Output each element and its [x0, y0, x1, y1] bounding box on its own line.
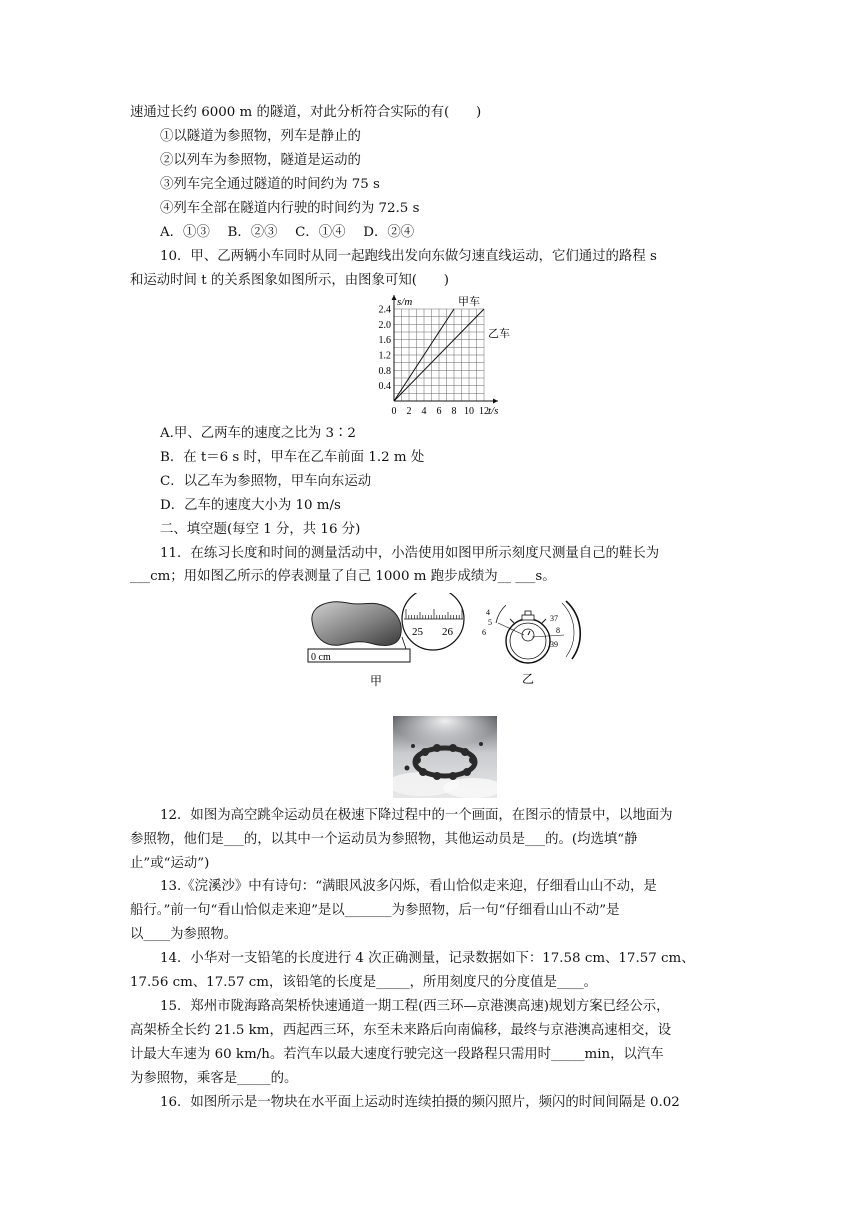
q12-stem-line3: 止”或“运动”) [130, 856, 210, 871]
x-axis-arrow [493, 399, 498, 404]
q10-stem-line1: 10．甲、乙两辆小车同时从同一起跑线出发向东做匀速直线运动，它们通过的路程 s [160, 249, 657, 264]
stopwatch-icon [496, 601, 580, 663]
magnifier [402, 593, 464, 650]
y-axis-arrow [392, 295, 397, 300]
y-tick-label: 2.4 [378, 304, 391, 316]
q10-option-b: B．在 t＝6 s 时，甲车在乙车前面 1.2 m 处 [160, 450, 425, 465]
ruler-zero-label: 0 cm [311, 652, 331, 663]
x-tick-label: 0 [391, 406, 397, 417]
q10-option-a: A.甲、乙两车的速度之比为 3∶2 [160, 426, 356, 441]
x-tick-label: 6 [436, 406, 442, 417]
stopwatch-sec-39: 39 [550, 640, 558, 649]
q13-stem-line1: 13.《浣溪沙》中有诗句：“满眼风波多闪烁，看山恰似走来迎，仔细看山山不动，是 [160, 879, 657, 894]
shoe-icon [312, 602, 401, 646]
q15-stem-line4: 为参照物，乘客是_____的。 [130, 1071, 298, 1086]
q13-stem-line3: 以____为参照物。 [130, 927, 238, 942]
q11-stem-line1: 11．在练习长度和时间的测量活动中，小浩使用如图甲所示刻度尺测量自己的鞋长为 [160, 546, 660, 561]
q11-stem-line2: ___cm；用如图乙所示的停表测量了自己 1000 m 跑步成绩为__ ___s。 [130, 569, 556, 584]
x-tick-label: 4 [421, 406, 427, 417]
q9-statement-4: ④列车全部在隧道内行驶的时间约为 72.5 s [160, 201, 420, 216]
q9-statement-1: ①以隧道为参照物，列车是静止的 [160, 129, 361, 144]
y-tick-label: 1.6 [378, 335, 391, 347]
chart-series [394, 295, 510, 401]
section-heading: 二、填空题(每空 1 分，共 16 分) [160, 522, 361, 537]
series-label: 乙车 [488, 328, 510, 340]
x-tick-label: 8 [451, 406, 457, 417]
q9-stem-tail: 速通过长约 6000 m 的隧道，对此分析符合实际的有( ) [130, 105, 482, 120]
stopwatch-min-4: 4 [486, 608, 490, 617]
q10-option-d: D．乙车的速度大小为 10 m/s [160, 498, 341, 513]
q15-stem-line1: 15．郑州市陇海路高架桥快速通道一期工程(西三环—京港澳高速)规划方案已经公示， [160, 999, 670, 1014]
q15-stem-line3: 计最大车速为 60 km/h。若汽车以最大速度行驶完这一段路程只需用时_____min，以汽车 [130, 1047, 664, 1062]
y-tick-label: 1.2 [378, 350, 391, 362]
q14-stem-line1: 14．小华对一支铅笔的长度进行 4 次正确测量，记录数据如下：17.58 cm、17.57 cm、 [160, 951, 695, 966]
stopwatch-min-6: 6 [482, 628, 486, 637]
q9-options: A．①③ B．②③ C．①④ D．②④ [160, 225, 415, 240]
st-graph [352, 293, 532, 421]
caption-jia: 甲 [370, 674, 383, 688]
y-tick-label: 2.0 [378, 319, 391, 331]
x-tick-label: 12 [479, 406, 489, 417]
q12-stem-line1: 12．如图为高空跳伞运动员在极速下降过程中的一个画面，在图示的情景中，以地面为 [160, 808, 673, 823]
magnifier-tick-25: 25 [412, 626, 423, 638]
magnifier-tick-26: 26 [442, 626, 453, 638]
y-tick-label: 0.4 [378, 381, 391, 393]
measurement-figure [300, 593, 590, 693]
stopwatch-sec-8: 8 [556, 626, 560, 635]
skydivers-photo [393, 716, 497, 798]
q10-stem-line2: 和运动时间 t 的关系图象如图所示，由图象可知( ) [130, 273, 449, 288]
q16-stem-line1: 16．如图所示是一物块在水平面上运动时连续拍摄的频闪照片，频闪的时间间隔是 0.02 [160, 1095, 680, 1110]
q9-statement-2: ②以列车为参照物，隧道是运动的 [160, 153, 361, 168]
y-tick-label: 0.8 [378, 365, 391, 377]
stopwatch-sec-37: 37 [550, 614, 558, 623]
q9-statement-3: ③列车完全通过隧道的时间约为 75 s [160, 177, 380, 192]
stopwatch-min-5: 5 [488, 618, 492, 627]
q15-stem-line2: 高架桥全长约 21.5 km，西起西三环，东至未来路后向南偏移，最终与京港澳高速相交，设 [130, 1023, 672, 1038]
x-axis-label: t/s [488, 405, 499, 417]
q10-option-c: C．以乙车为参照物，甲车向东运动 [160, 474, 372, 489]
caption-yi: 乙 [522, 672, 535, 686]
series-label: 甲车 [458, 296, 480, 308]
chart-axes [392, 295, 499, 417]
x-tick-label: 2 [406, 406, 412, 417]
q13-stem-line2: 船行。”前一句“看山恰似走来迎”是以_______为参照物，后一句“仔细看山山不动”是 [130, 903, 620, 918]
q12-stem-line2: 参照物，他们是___的，以其中一个运动员为参照物，其他运动员是___的。(均选填“静 [130, 832, 638, 847]
y-axis-label: s/m [397, 296, 413, 308]
x-tick-label: 10 [464, 406, 474, 417]
q14-stem-line2: 17.56 cm、17.57 cm，该铅笔的长度是_____，所用刻度尺的分度值是____。 [130, 975, 598, 990]
